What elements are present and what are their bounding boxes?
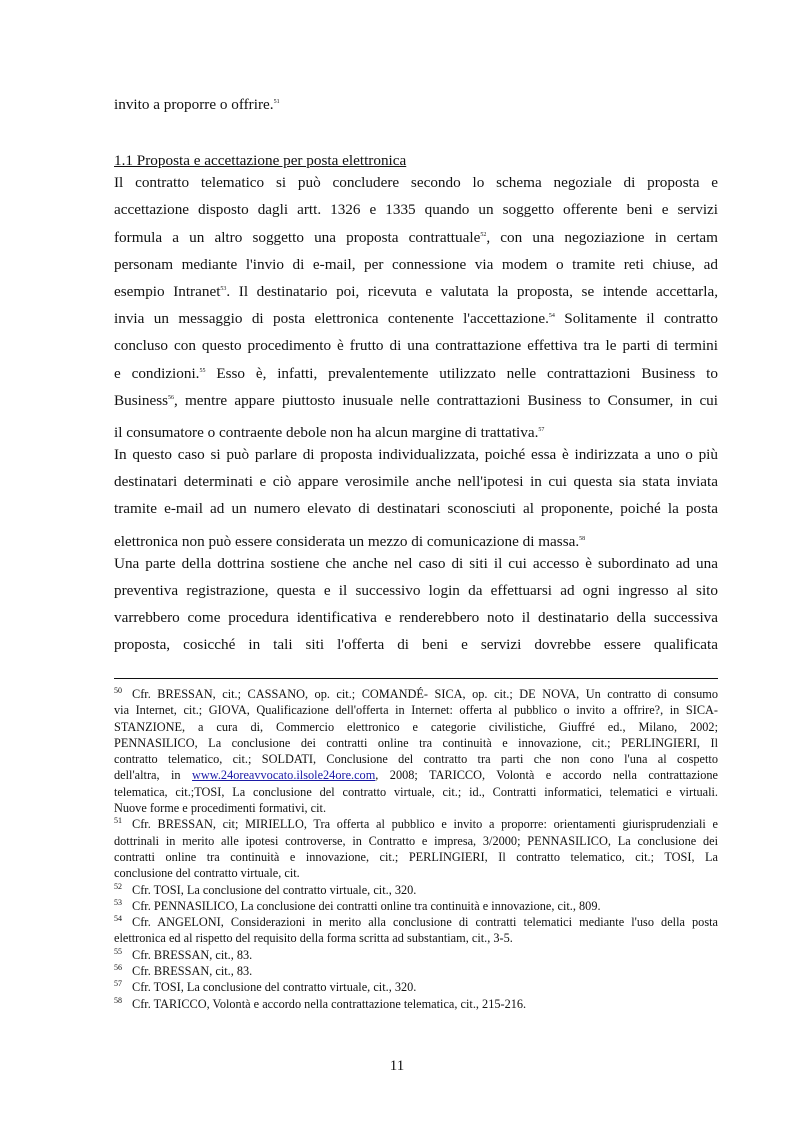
footnote-52: $^{52}$ Cfr. TOSI, La conclusione del contratto virtuale, cit., 320. (114, 881, 417, 897)
footnote-54: $^{54}$ Cfr. ANGELONI, Considerazioni in merito alla conclusione di contratti telematici mediante l'uso della posta elettronica ed al rispetto del requisito della forma scritta ad substantiam, cit., 3-5. (114, 914, 718, 946)
text-line: formula a un altro soggetto una proposta contrattuale$^{52}$, con una negoziazione in certam (114, 228, 718, 246)
footnote-50: $^{50}$ Cfr. BRESSAN, cit.; CASSANO, op. cit.; COMANDÉ- SICA, op. cit.; DE NOVA, Un contratto di consumo via Internet, cit.; GIOVA, Qualificazione dell'offerta in Internet: offerta al pubblico o invito a offrire?, in SICA- STANZIONE, a cura di, Commercio elettronico e categorie civilistiche, Giuffré ed., Milano, 2002; PENNASILICO, La conclusione dei contratti online tra continuità e innovazione, cit.; PERLINGIERI, Il contratto telematico, cit.; SOLDATI, Conclusione del contratto tra parti che non cono l'una al cospetto dell'altra, in www.24oreavvocato.ilsole24ore.com, 2008; TARICCO, Volontà e accordo nella contrattazione telematica, cit.;TOSI, La conclusione del contratto virtuale, cit.; id., Contratti informatici, telematici e virtuali. Nuove forme e procedimenti formativi, cit. (114, 686, 718, 816)
footnote-number: 55 (114, 946, 122, 956)
footnote-ref[interactable]: 55 (199, 367, 206, 374)
footnote-ref[interactable]: 53 (220, 285, 227, 292)
text-line: personam mediante l'invio di e-mail, per connessione via modem o tramite reti chiuse, ad (114, 255, 718, 273)
text-line: varrebbero come procedura identificativa e renderebbero noto il destinatario della successiva (114, 609, 718, 627)
footnote-58: $^{58}$ Cfr. TARICCO, Volontà e accordo nella contrattazione telematica, cit., 215-216. (114, 995, 527, 1011)
text-line: esempio Intranet$^{53}$. Il destinatario poi, ricevuta e valutata la proposta, se intende accettarla, (114, 282, 718, 300)
text-line: elettronica non può essere considerata un mezzo di comunicazione di massa.$^{58}$ (114, 532, 586, 550)
text-line: proposta, cosicché in tali siti l'offerta di beni e servizi dovrebbe essere qualificata (114, 636, 718, 654)
footnote-ref[interactable]: 56 (168, 394, 175, 401)
footnote-separator (114, 678, 718, 679)
footnote-56: $^{56}$ Cfr. BRESSAN, cit., 83. (114, 963, 253, 979)
footnote-ref[interactable]: 57 (538, 426, 545, 433)
footnote-number: 51 (114, 816, 122, 826)
text-line: accettazione disposto dagli artt. 1326 e 1335 quando un soggetto offerente beni e servizi (114, 201, 718, 219)
text-line: preventiva registrazione, questa e il successivo login da effettuarsi ad ogni ingresso al sito (114, 582, 718, 599)
text-line: invito a proporre o offrire.$^{51}$ (114, 96, 280, 113)
opening-paragraph (114, 91, 718, 118)
footnotes (114, 686, 718, 1012)
footnote-57: $^{57}$ Cfr. TOSI, La conclusione del contratto virtuale, cit., 320. (114, 979, 417, 995)
source-link[interactable]: www.24oreavvocato.ilsole24ore.com (192, 768, 376, 783)
footnote-ref[interactable]: 54 (548, 313, 555, 320)
page-number: 11 (389, 1058, 405, 1074)
footnote-number: 53 (114, 897, 122, 907)
footnote-ref[interactable]: 51 (273, 99, 280, 105)
footnote-number: 57 (114, 979, 122, 989)
text-line: destinatari determinati e ciò appare verosimile anche nell'ipotesi in cui questa sia stata inviata (114, 473, 718, 491)
section-heading: 1.1 Proposta e accettazione per posta elettronica (114, 152, 407, 169)
footnote-number: 54 (114, 914, 122, 924)
footnote-ref[interactable]: 58 (579, 535, 586, 542)
section-body (114, 147, 718, 664)
text-line: In questo caso si può parlare di proposta individualizzata, poiché essa è indirizzata a uno o più (114, 446, 718, 464)
text-line: Una parte della dottrina sostiene che anche nel caso di siti il cui accesso è subordinato ad una (114, 554, 718, 572)
text-line: Il contratto telematico si può concludere secondo lo schema negoziale di proposta e (114, 174, 718, 192)
footnote-ref[interactable]: 52 (480, 231, 487, 238)
text-line: tramite e-mail ad un numero elevato di destinatari sconosciuti al proponente, poiché la posta (114, 500, 718, 518)
text-line: e condizioni.$^{55}$ Esso è, infatti, prevalentemente utilizzato nelle contrattazioni Business to (114, 364, 718, 382)
text-line: concluso con questo procedimento è frutto di una contrattazione effettiva tra le parti di termini (114, 337, 718, 355)
footnote-55: $^{55}$ Cfr. BRESSAN, cit., 83. (114, 946, 253, 962)
text-line: il consumatore o contraente debole non ha alcun margine di trattativa.$^{57}$ (114, 423, 545, 441)
text-line: invia un messaggio di posta elettronica contenente l'accettazione.$^{54}$ Solitamente il contratto (114, 310, 718, 328)
footnote-53: $^{53}$ Cfr. PENNASILICO, La conclusione dei contratti online tra continuità e innovazione, cit., 809. (114, 897, 601, 913)
footnote-number: 50 (114, 686, 122, 695)
footnote-51: $^{51}$ Cfr. BRESSAN, cit; MIRIELLO, Tra offerta al pubblico e invito a proporre: orientamenti giurisprudenziali e dottrinali in merito alle ipotesi controverse, in Contratto e impresa, 3/2000; PENNASILICO, La conclusione dei contratti online tra continuità e innovazione, cit.; PERLINGIERI, Il contratto telematico, cit.; TOSI, La conclusione del contratto virtuale, cit. (114, 816, 718, 881)
footnote-number: 52 (114, 881, 122, 891)
footnote-number: 58 (114, 995, 122, 1005)
text-line: Business$^{56}$, mentre appare piuttosto inusuale nelle contrattazioni Business to Consumer, in cui (114, 391, 718, 409)
footnote-number: 56 (114, 963, 122, 973)
